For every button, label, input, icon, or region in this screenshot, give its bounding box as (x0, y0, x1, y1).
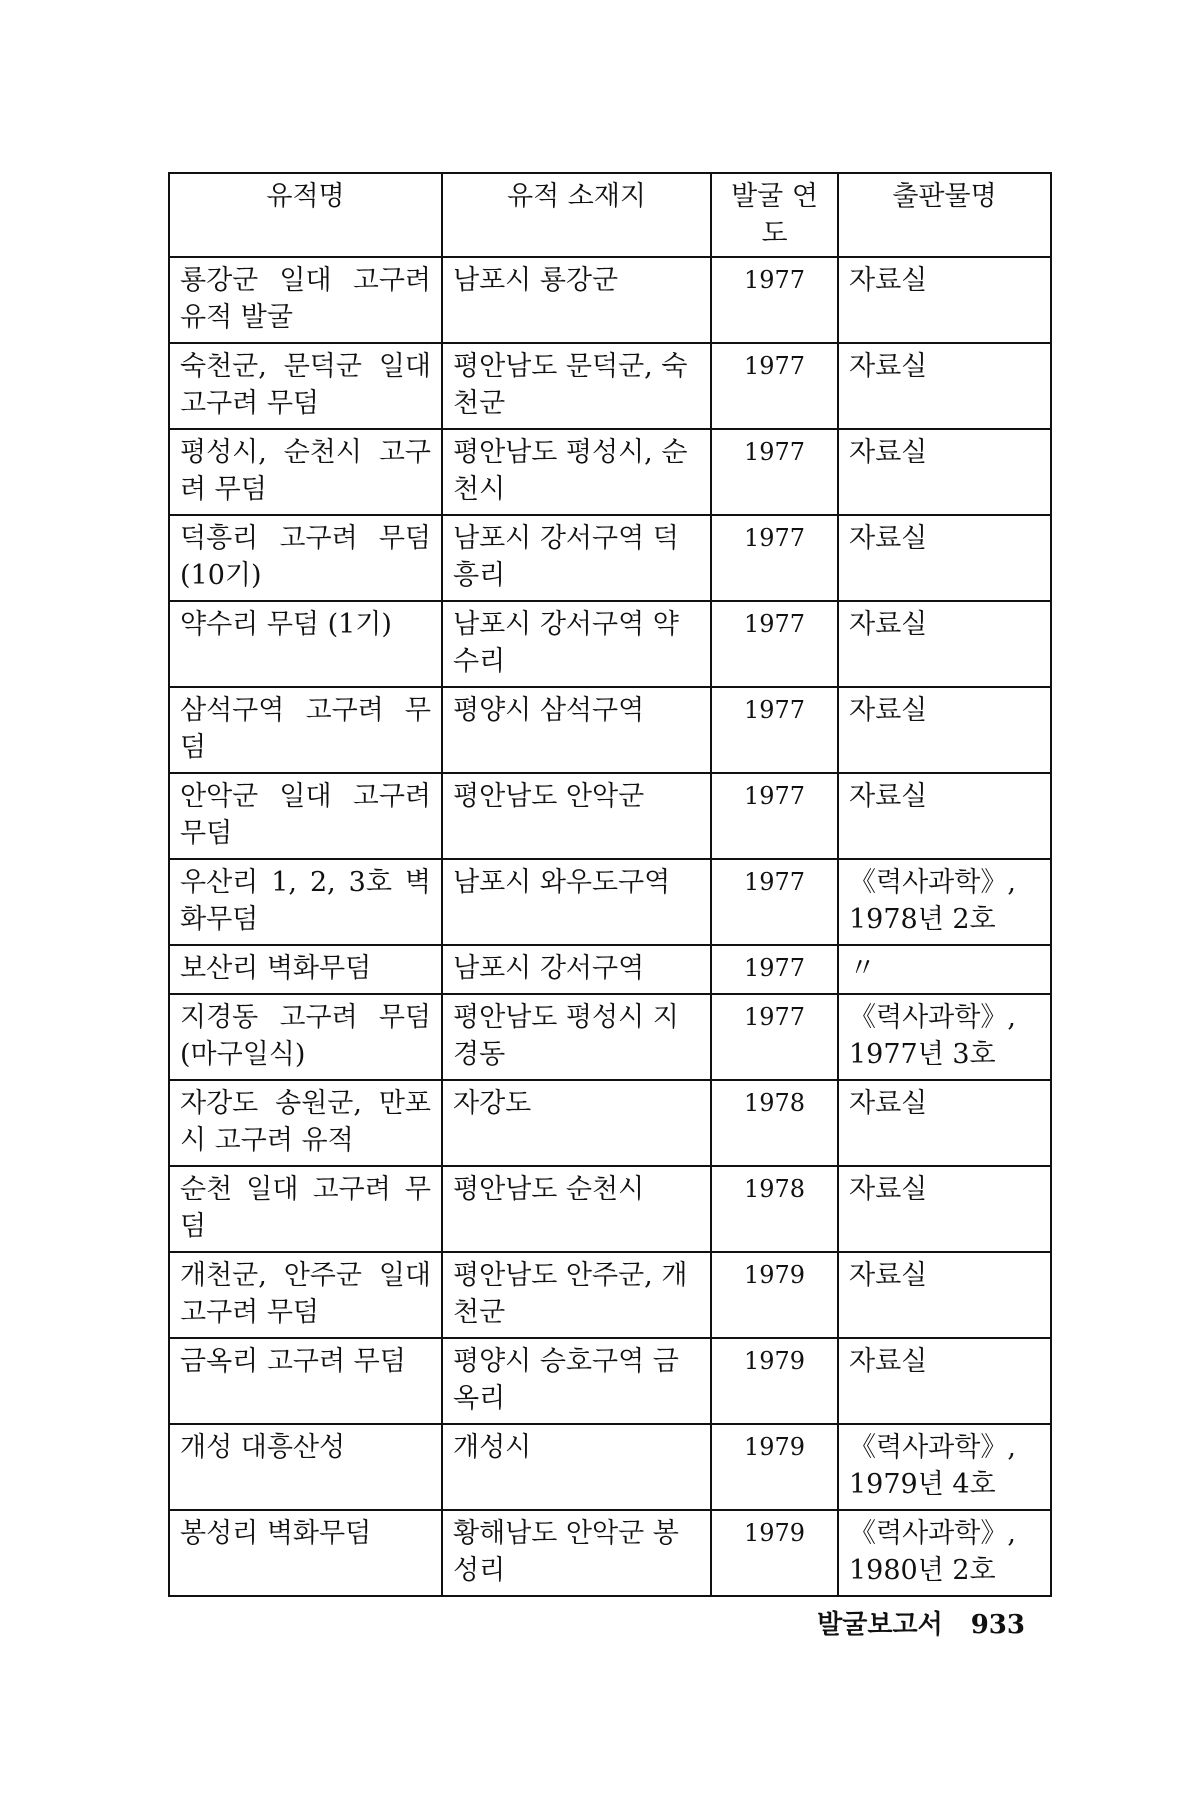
cell-publication: 자료실 (838, 601, 1051, 687)
cell-site-name: 덕흥리 고구려 무덤 (10기) (169, 515, 442, 601)
cell-site-name: 약수리 무덤 (1기) (169, 601, 442, 687)
table-row (169, 1510, 1051, 1596)
table-header-row (169, 173, 1051, 257)
cell-publication: 《력사과학》, 1980년 2호 (838, 1510, 1051, 1596)
table-body (169, 257, 1051, 1596)
cell-excavation-year: 1977 (711, 994, 838, 1080)
table-row (169, 945, 1051, 994)
cell-site-location: 평안남도 안악군 (442, 773, 711, 859)
cell-site-name: 개성 대흥산성 (169, 1424, 442, 1510)
table-row (169, 343, 1051, 429)
cell-site-name: 봉성리 벽화무덤 (169, 1510, 442, 1596)
cell-excavation-year: 1979 (711, 1424, 838, 1510)
cell-publication: 자료실 (838, 1338, 1051, 1424)
table-row (169, 1424, 1051, 1510)
cell-publication: 자료실 (838, 515, 1051, 601)
cell-site-location: 남포시 룡강군 (442, 257, 711, 343)
cell-excavation-year: 1977 (711, 687, 838, 773)
cell-publication: 자료실 (838, 1080, 1051, 1166)
cell-site-name: 보산리 벽화무덤 (169, 945, 442, 994)
cell-excavation-year: 1979 (711, 1338, 838, 1424)
cell-site-location: 평안남도 안주군, 개천군 (442, 1252, 711, 1338)
cell-publication: 《력사과학》, 1977년 3호 (838, 994, 1051, 1080)
cell-publication: 자료실 (838, 343, 1051, 429)
cell-site-name: 평성시, 순천시 고구려 무덤 (169, 429, 442, 515)
cell-excavation-year: 1978 (711, 1080, 838, 1166)
cell-site-location: 평안남도 문덕군, 숙천군 (442, 343, 711, 429)
cell-site-location: 남포시 와우도구역 (442, 859, 711, 945)
page-number: 933 (970, 1610, 1025, 1640)
cell-site-name: 삼석구역 고구려 무덤 (169, 687, 442, 773)
cell-site-location: 남포시 강서구역 덕흥리 (442, 515, 711, 601)
cell-excavation-year: 1977 (711, 773, 838, 859)
table-row (169, 1166, 1051, 1252)
cell-publication: 〃 (838, 945, 1051, 994)
cell-site-location: 평양시 삼석구역 (442, 687, 711, 773)
table-row (169, 601, 1051, 687)
cell-site-name: 안악군 일대 고구려 무덤 (169, 773, 442, 859)
cell-site-name: 금옥리 고구려 무덤 (169, 1338, 442, 1424)
cell-publication: 자료실 (838, 687, 1051, 773)
cell-site-location: 평안남도 평성시 지경동 (442, 994, 711, 1080)
cell-site-location: 평안남도 평성시, 순천시 (442, 429, 711, 515)
cell-site-name: 지경동 고구려 무덤 (마구일식) (169, 994, 442, 1080)
table-row (169, 257, 1051, 343)
cell-publication: 《력사과학》, 1978년 2호 (838, 859, 1051, 945)
cell-site-location: 개성시 (442, 1424, 711, 1510)
cell-excavation-year: 1977 (711, 945, 838, 994)
cell-excavation-year: 1977 (711, 515, 838, 601)
cell-publication: 자료실 (838, 773, 1051, 859)
page-footer (817, 1604, 1025, 1641)
cell-publication: 자료실 (838, 1166, 1051, 1252)
table-row (169, 859, 1051, 945)
cell-publication: 자료실 (838, 429, 1051, 515)
header-publication: 출판물명 (838, 173, 1051, 257)
cell-site-location: 남포시 강서구역 약수리 (442, 601, 711, 687)
cell-site-location: 남포시 강서구역 (442, 945, 711, 994)
cell-excavation-year: 1977 (711, 429, 838, 515)
cell-excavation-year: 1977 (711, 859, 838, 945)
table-row (169, 1080, 1051, 1166)
excavation-table (168, 172, 1052, 1597)
table-row (169, 515, 1051, 601)
cell-excavation-year: 1979 (711, 1252, 838, 1338)
cell-site-location: 자강도 (442, 1080, 711, 1166)
table-row (169, 687, 1051, 773)
cell-site-name: 숙천군, 문덕군 일대 고구려 무덤 (169, 343, 442, 429)
table-row (169, 773, 1051, 859)
cell-excavation-year: 1977 (711, 257, 838, 343)
cell-site-name: 우산리 1, 2, 3호 벽화무덤 (169, 859, 442, 945)
table-row (169, 429, 1051, 515)
cell-publication: 《력사과학》, 1979년 4호 (838, 1424, 1051, 1510)
header-site-name: 유적명 (169, 173, 442, 257)
cell-publication: 자료실 (838, 257, 1051, 343)
footer-title: 발굴보고서 (817, 1610, 943, 1640)
table-row (169, 1338, 1051, 1424)
cell-excavation-year: 1977 (711, 601, 838, 687)
cell-site-name: 개천군, 안주군 일대 고구려 무덤 (169, 1252, 442, 1338)
cell-excavation-year: 1979 (711, 1510, 838, 1596)
cell-site-location: 평안남도 순천시 (442, 1166, 711, 1252)
cell-site-name: 순천 일대 고구려 무덤 (169, 1166, 442, 1252)
header-excavation-year: 발굴 연도 (711, 173, 838, 257)
table-row (169, 1252, 1051, 1338)
cell-site-name: 룡강군 일대 고구려 유적 발굴 (169, 257, 442, 343)
cell-site-name: 자강도 송원군, 만포시 고구려 유적 (169, 1080, 442, 1166)
cell-publication: 자료실 (838, 1252, 1051, 1338)
cell-site-location: 황해남도 안악군 봉성리 (442, 1510, 711, 1596)
cell-excavation-year: 1977 (711, 343, 838, 429)
cell-site-location: 평양시 승호구역 금옥리 (442, 1338, 711, 1424)
header-site-location: 유적 소재지 (442, 173, 711, 257)
table-row (169, 994, 1051, 1080)
cell-excavation-year: 1978 (711, 1166, 838, 1252)
